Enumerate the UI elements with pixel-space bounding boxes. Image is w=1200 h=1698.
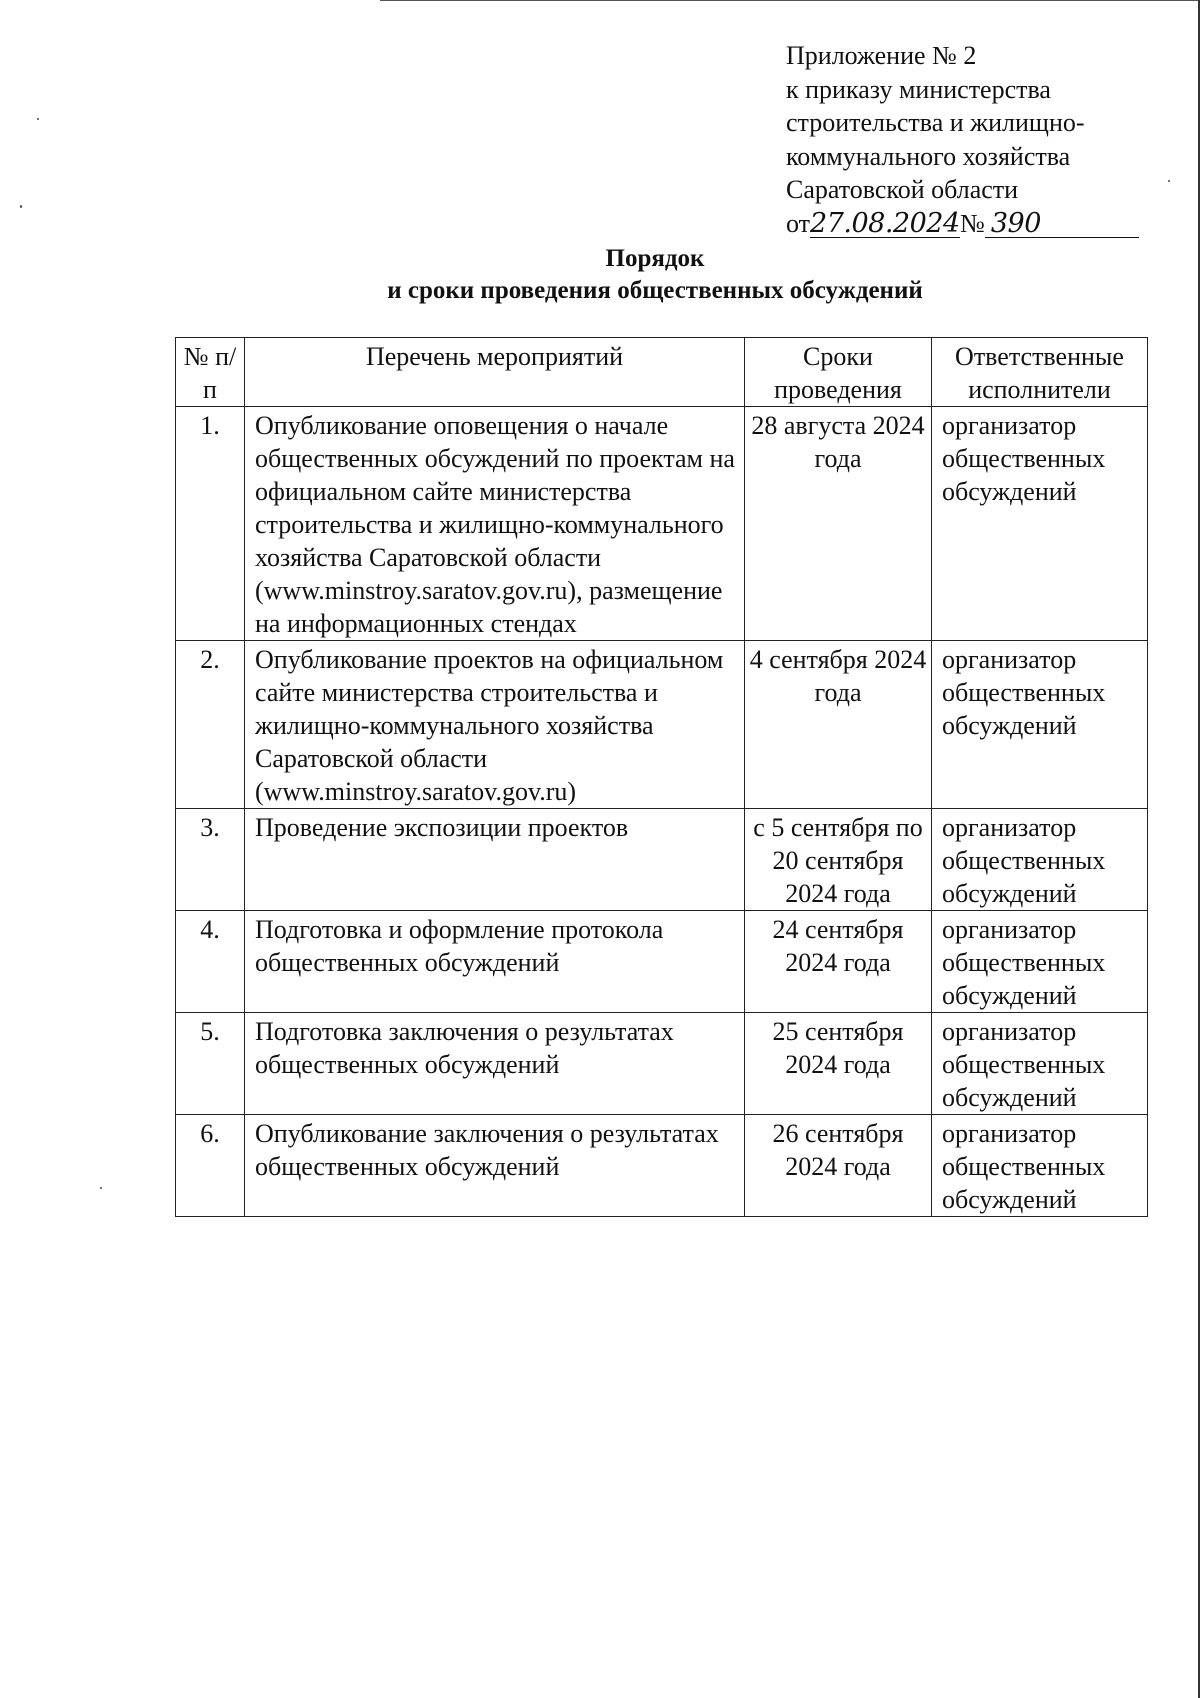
row-activity: Опубликование проектов на официальном сайте министерства строительства и жилищно-коммунального хозяйства Саратовской области (www.minstroy.saratov.gov.ru) <box>245 641 745 809</box>
date-label: от <box>786 208 811 238</box>
handwritten-date: 27.08.2024 <box>810 207 960 239</box>
scan-speck <box>20 205 22 208</box>
row-activity: Подготовка заключения о результатах общественных обсуждений <box>245 1013 745 1115</box>
row-activity: Подготовка и оформление протокола общественных обсуждений <box>245 911 745 1013</box>
table-row <box>176 1115 1148 1217</box>
row-activity: Проведение экспозиции проектов <box>245 809 745 911</box>
header-responsible: Ответственные исполнители <box>932 338 1148 407</box>
row-number: 1. <box>176 407 245 641</box>
handwritten-order-number: 390 <box>985 211 1139 238</box>
annex-line: коммунального хозяйства <box>786 141 1071 171</box>
table-row <box>176 407 1148 641</box>
events-table <box>175 337 1148 1217</box>
header-activity: Перечень мероприятий <box>245 338 745 407</box>
order-date-number-line <box>786 207 1126 241</box>
row-deadline: 25 сентября 2024 года <box>745 1013 932 1115</box>
row-number: 2. <box>176 641 245 809</box>
row-responsible: организатор общественных обсуждений <box>932 641 1148 809</box>
scan-top-edge <box>380 0 1200 1</box>
scan-speck <box>1168 180 1170 182</box>
row-activity: Опубликование оповещения о начале общественных обсуждений по проектам на официальном сайте министерства строительства и жилищно-коммунального хозяйства Саратовской области (www.minstroy.saratov.gov.ru), размещение на информационных стендах <box>245 407 745 641</box>
row-deadline: 24 сентября 2024 года <box>745 911 932 1013</box>
header-num: № п/п <box>176 338 245 407</box>
table-header-row <box>176 338 1148 407</box>
table-row <box>176 911 1148 1013</box>
row-deadline: 4 сентября 2024 года <box>745 641 932 809</box>
document-subtitle: и сроки проведения общественных обсуждений <box>387 277 923 304</box>
document-title: Порядок <box>605 245 705 272</box>
annex-line: строительства и жилищно- <box>786 108 1085 137</box>
table-row <box>176 1013 1148 1115</box>
table-row <box>176 641 1148 809</box>
row-responsible: организатор общественных обсуждений <box>932 1013 1148 1115</box>
annex-line: Приложение № 2 <box>786 41 977 70</box>
row-activity: Опубликование заключения о результатах общественных обсуждений <box>245 1115 745 1217</box>
number-label: № <box>960 208 985 238</box>
row-deadline: с 5 сентября по 20 сентября 2024 года <box>745 809 932 911</box>
row-deadline: 26 сентября 2024 года <box>745 1115 932 1217</box>
row-number: 3. <box>176 809 245 911</box>
row-number: 5. <box>176 1013 245 1115</box>
row-responsible: организатор общественных обсуждений <box>932 911 1148 1013</box>
scan-speck <box>37 118 39 120</box>
scan-speck <box>100 1187 102 1189</box>
annex-line: к приказу министерства <box>786 74 1051 104</box>
row-number: 4. <box>176 911 245 1013</box>
header-deadline: Сроки проведения <box>745 338 932 407</box>
row-responsible: организатор общественных обсуждений <box>932 407 1148 641</box>
row-responsible: организатор общественных обсуждений <box>932 809 1148 911</box>
annex-line: Саратовской области <box>786 175 1019 204</box>
row-number: 6. <box>176 1115 245 1217</box>
row-responsible: организатор общественных обсуждений <box>932 1115 1148 1217</box>
row-deadline: 28 августа 2024 года <box>745 407 932 641</box>
table-row <box>176 809 1148 911</box>
annex-header <box>786 39 1126 240</box>
